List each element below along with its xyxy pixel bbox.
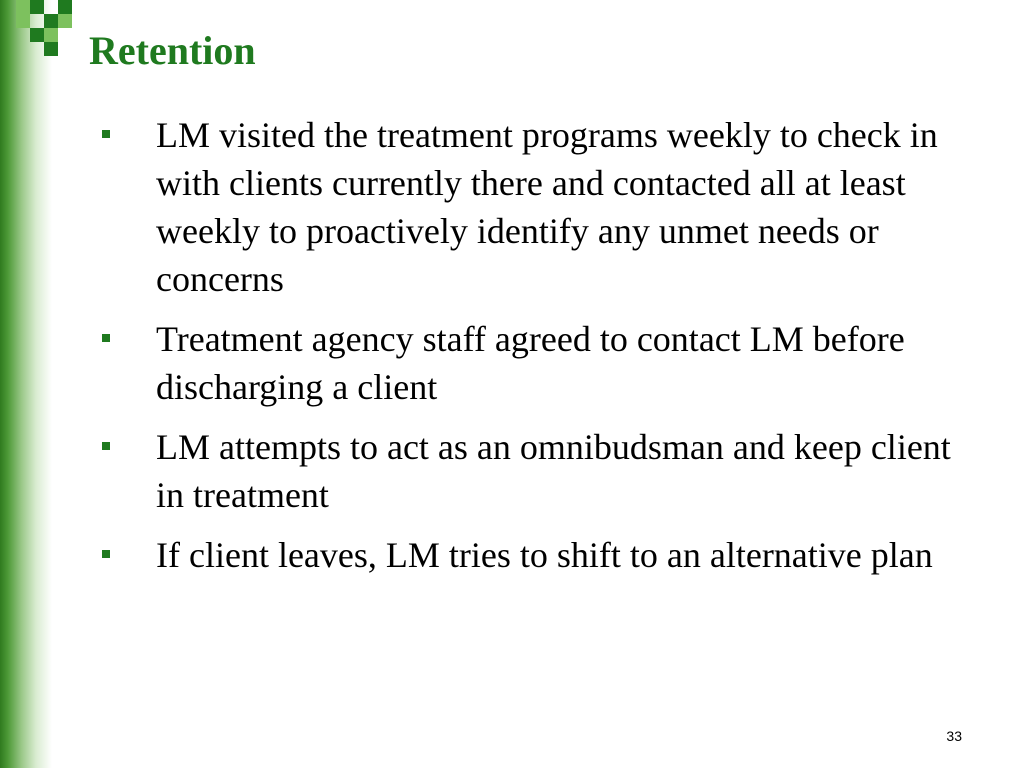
- bullet-text: Treatment agency staff agreed to contact LM before discharging a client: [156, 319, 905, 407]
- bullet-text: If client leaves, LM tries to shift to an alternative plan: [156, 535, 933, 575]
- left-decorative-bar: [0, 0, 52, 768]
- square-bullet-icon: [102, 550, 110, 558]
- bullet-list: [96, 111, 966, 591]
- checkerboard-logo-icon: [16, 0, 80, 64]
- slide-title: Retention: [89, 28, 256, 73]
- bullet-text: LM visited the treatment programs weekly to check in with clients currently there and contacted all at least weekly to proactively identify any unmet needs or concerns: [156, 115, 938, 299]
- square-bullet-icon: [102, 442, 110, 450]
- page-number: 33: [946, 728, 962, 744]
- square-bullet-icon: [102, 334, 110, 342]
- bullet-text: LM attempts to act as an omnibudsman and keep client in treatment: [156, 427, 951, 515]
- bullet-item: [96, 315, 966, 411]
- bullet-item: [96, 531, 966, 579]
- bullet-item: [96, 111, 966, 303]
- bullet-item: [96, 423, 966, 519]
- square-bullet-icon: [102, 130, 110, 138]
